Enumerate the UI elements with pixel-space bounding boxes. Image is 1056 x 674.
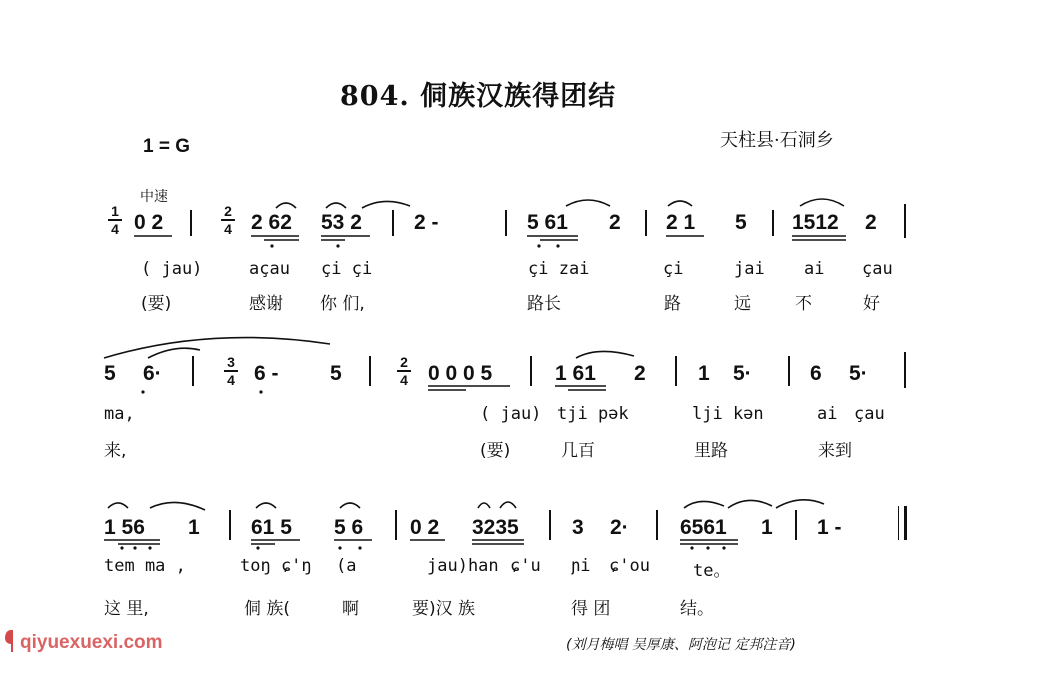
note-group: 5 61 xyxy=(527,211,568,234)
watermark: qiyuexuexi.com xyxy=(20,632,163,653)
lyric-roman: toŋ ɕ'ŋ xyxy=(240,556,312,576)
lyric-roman: çi zai xyxy=(528,259,590,279)
lyric-roman: ɕ'ou xyxy=(609,556,650,576)
note-group: 1 61 xyxy=(555,362,596,385)
lyric-roman: açau xyxy=(249,259,290,279)
note-group: 61 5 xyxy=(251,516,292,539)
lyric-roman: lji kən xyxy=(692,404,764,424)
barline xyxy=(392,210,394,236)
note-group: 3235 xyxy=(472,516,519,539)
lyric-roman: tem ma , xyxy=(104,556,186,576)
key-signature: 1 = G xyxy=(143,136,190,157)
barline xyxy=(645,210,647,236)
lyric-chinese: 这 里, xyxy=(104,599,149,619)
barline xyxy=(675,356,677,386)
note-group: 53 2 xyxy=(321,211,362,234)
note-group: 6· xyxy=(143,362,162,385)
lyric-chinese: 得 团 xyxy=(571,599,611,619)
lyric-roman: jau)han xyxy=(427,556,499,576)
lyric-roman: jai xyxy=(734,259,765,279)
lyric-roman: çi çi xyxy=(321,259,373,279)
note-group: 2 - xyxy=(414,211,439,234)
time-signature: 2 4 xyxy=(221,204,235,236)
tempo-marking: 中速 xyxy=(140,189,168,205)
performer-credit: (刘月梅唱 吴厚康、阿泡记 定邦注音) xyxy=(566,637,796,653)
lyric-roman: ( jau) xyxy=(480,404,542,424)
time-signature: 1 4 xyxy=(108,204,122,236)
lyric-chinese: 侗 族( xyxy=(244,599,291,619)
barline xyxy=(530,356,532,386)
note-group: 1 56 xyxy=(104,516,145,539)
note-group: 2 xyxy=(609,211,621,234)
barline xyxy=(505,210,507,236)
barline xyxy=(904,352,906,388)
lyric-chinese: 几百 xyxy=(561,441,595,461)
note-group: 2 xyxy=(634,362,646,385)
barline xyxy=(904,204,906,238)
note-group: 2 62 xyxy=(251,211,292,234)
lyric-roman: çau xyxy=(862,259,893,279)
lyric-chinese: 啊 xyxy=(342,599,359,619)
note-group: 3 xyxy=(572,516,584,539)
barline xyxy=(369,356,371,386)
lyric-roman: (a xyxy=(336,556,357,576)
lyric-roman: ɕ'u xyxy=(510,556,541,576)
lyric-roman: ma, xyxy=(104,404,135,424)
lyric-roman: ɲi xyxy=(570,556,591,576)
lyric-chinese: (要) xyxy=(480,441,511,461)
note-group: 0 0 0 5 xyxy=(428,362,493,385)
time-signature: 2 4 xyxy=(397,355,411,387)
note-group: 5 6 xyxy=(334,516,364,539)
note-group: 0 2 xyxy=(134,211,164,234)
lyric-roman: te。 xyxy=(693,561,731,581)
note-group: 2· xyxy=(610,516,629,539)
note-group: 2 xyxy=(865,211,877,234)
lyric-chinese: 来到 xyxy=(818,441,852,461)
lyric-chinese: 结。 xyxy=(680,599,714,619)
note-group: 5· xyxy=(849,362,868,385)
barline xyxy=(656,510,658,540)
lyric-chinese: 要)汉 族 xyxy=(412,599,476,619)
lyric-roman: ai xyxy=(817,404,838,424)
note-group: 1512 xyxy=(792,211,839,234)
lyric-chinese: 你 们, xyxy=(320,294,365,314)
note-group: 6 - xyxy=(254,362,279,385)
note-group: 1 - xyxy=(817,516,842,539)
note-group: 6561 xyxy=(680,516,727,539)
lyric-chinese: 来, xyxy=(104,441,127,461)
note-group: 1 xyxy=(761,516,773,539)
note-group: 5· xyxy=(733,362,752,385)
lyric-chinese: 远 xyxy=(734,294,751,314)
barline xyxy=(549,510,551,540)
barline xyxy=(795,510,797,540)
barline xyxy=(229,510,231,540)
final-barline xyxy=(898,506,907,540)
song-title: 804. 侗族汉族得团结 xyxy=(340,81,617,112)
note-group: 6 xyxy=(810,362,822,385)
lyric-chinese: 不 xyxy=(795,294,812,314)
lyric-chinese: 里路 xyxy=(694,441,728,461)
time-signature: 3 4 xyxy=(224,355,238,387)
barline xyxy=(192,356,194,386)
note-group: 5 xyxy=(104,362,116,385)
lyric-chinese: 路长 xyxy=(527,294,561,314)
barline xyxy=(190,210,192,236)
lyric-roman: çau xyxy=(854,404,885,424)
song-origin: 天柱县·石洞乡 xyxy=(720,130,834,151)
lyric-chinese: 路 xyxy=(664,294,681,314)
note-group: 1 xyxy=(188,516,200,539)
lyric-roman: tji pək xyxy=(557,404,629,424)
lyric-chinese: 好 xyxy=(863,294,880,314)
note-group: 0 2 xyxy=(410,516,440,539)
lyric-roman: ai xyxy=(804,259,825,279)
note-group: 5 xyxy=(735,211,747,234)
lyric-chinese: 感谢 xyxy=(249,294,283,314)
barline xyxy=(788,356,790,386)
note-group: 5 xyxy=(330,362,342,385)
lyric-roman: ( jau) xyxy=(141,259,203,279)
barline xyxy=(772,210,774,236)
note-group: 2 1 xyxy=(666,211,696,234)
note-group: 1 xyxy=(698,362,710,385)
barline xyxy=(395,510,397,540)
lyric-chinese: (要) xyxy=(141,294,172,314)
lyric-roman: çi xyxy=(663,259,684,279)
qiyue-logo-icon xyxy=(4,628,18,654)
